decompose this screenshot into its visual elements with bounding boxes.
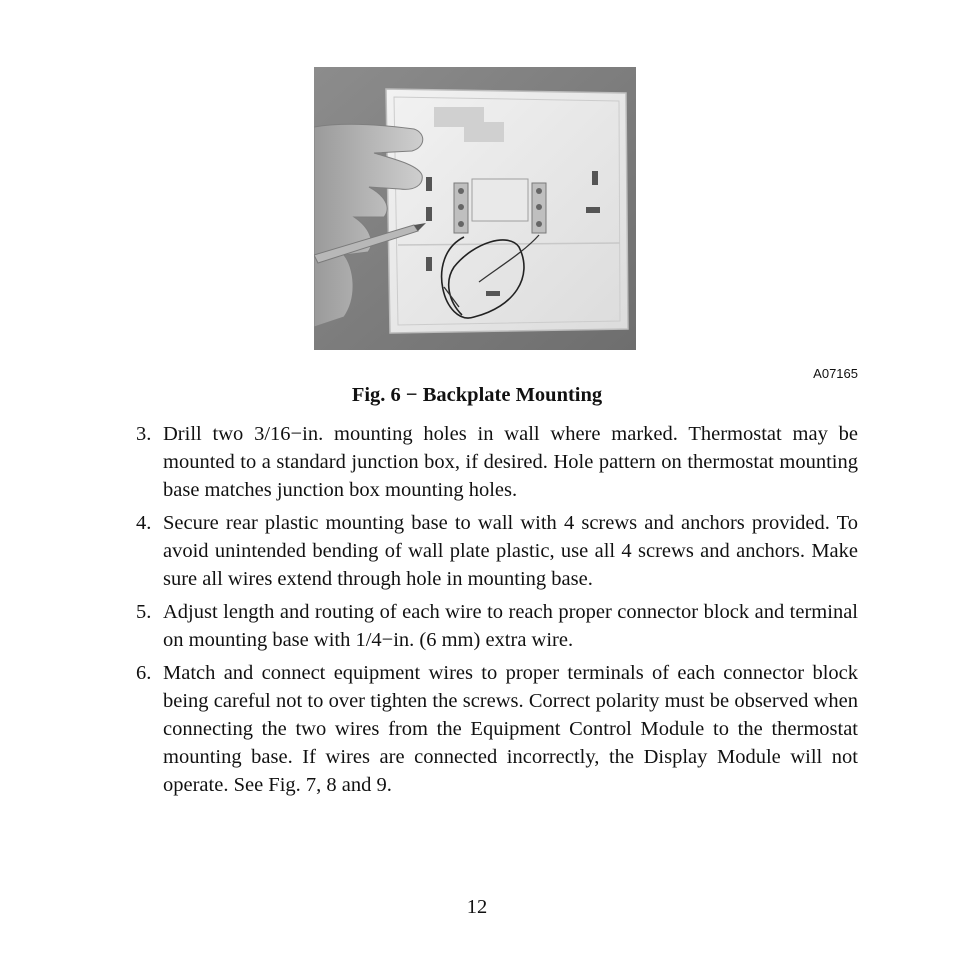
step-text: Drill two 3/16−in. mounting holes in wall where marked. Thermostat may be mounted to a standard junction box, if desired. Hole pattern on thermostat mounting base matches junction box mounting holes. xyxy=(163,423,858,501)
list-item xyxy=(136,598,858,654)
step-number: 3. xyxy=(136,423,152,445)
list-item xyxy=(136,509,858,593)
figure-code: A07165 xyxy=(813,366,858,381)
step-number: 4. xyxy=(136,512,152,534)
step-text: Match and connect equipment wires to proper terminals of each connector block being careful not to over tighten the screws. Correct polarity must be observed when connecting the two wires from the Equipment Control Module to the thermostat mounting base. If wires are connected incorrectly, the Display Module will not operate. See Fig. 7, 8 and 9. xyxy=(163,662,858,796)
step-number: 6. xyxy=(136,662,152,684)
step-text: Secure rear plastic mounting base to wall with 4 screws and anchors provided. To avoid unintended bending of wall plate plastic, use all 4 screws and anchors. Make sure all wires extend through hole in mounting base. xyxy=(163,512,858,590)
list-item xyxy=(136,659,858,799)
backplate-mounting-photo xyxy=(314,67,636,350)
page-number: 12 xyxy=(466,896,488,918)
list-item xyxy=(136,420,858,504)
step-text: Adjust length and routing of each wire to reach proper connector block and terminal on mounting base with 1/4−in. (6 mm) extra wire. xyxy=(163,601,858,651)
step-number: 5. xyxy=(136,601,152,623)
instruction-steps xyxy=(136,420,858,804)
figure-caption: Fig. 6 − Backplate Mounting xyxy=(351,384,603,406)
